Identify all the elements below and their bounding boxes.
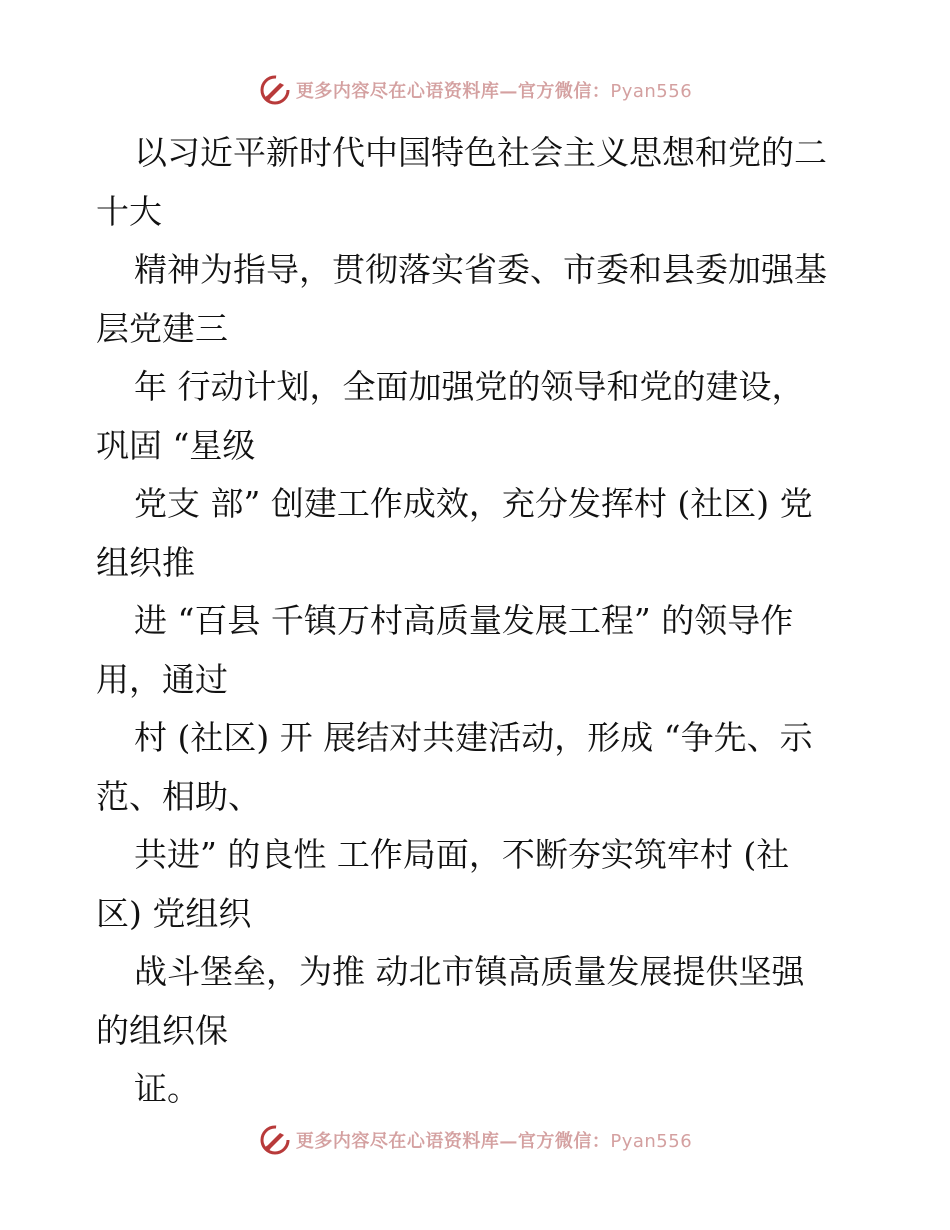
- header-watermark: [0, 70, 950, 110]
- text-line: 村 (社区) 开 展结对共建活动，形成 “争先、示: [134, 718, 813, 757]
- document-body: [96, 124, 866, 1119]
- text-line: 证。: [134, 1069, 200, 1108]
- text-line: 用，通过: [96, 659, 228, 699]
- text-line: 组织推: [96, 542, 195, 582]
- footer-watermark: [0, 1120, 950, 1160]
- text-line: 的组织保: [96, 1010, 228, 1050]
- text-line: 巩固 “星级: [96, 425, 256, 465]
- text-line: 范、相助、: [96, 776, 261, 816]
- text-line: 十大: [96, 191, 162, 231]
- text-line: 党支 部” 创建工作成效，充分发挥村 (社区) 党: [134, 484, 813, 523]
- watermark-wechat-id: Pyan556: [610, 1131, 693, 1152]
- text-line: 年 行动计划，全面加强党的领导和党的建设，: [134, 367, 805, 406]
- text-line: 共进” 的良性 工作局面，不断夯实筑牢村 (社: [134, 835, 790, 874]
- text-line: 区) 党组织: [96, 893, 252, 933]
- text-line: 精神为指导，贯彻落实省委、市委和县委加强基: [134, 250, 827, 289]
- brush-circle-icon: [258, 73, 292, 107]
- watermark-wechat-id: Pyan556: [610, 81, 693, 102]
- text-line: 进 “百县 千镇万村高质量发展工程” 的领导作: [134, 601, 794, 640]
- watermark-text: 更多内容尽在心语资料库—官方微信：Pyan556: [295, 1131, 693, 1152]
- text-line: 以习近平新时代中国特色社会主义思想和党的二: [134, 133, 827, 172]
- watermark-text: 更多内容尽在心语资料库—官方微信：Pyan556: [295, 81, 693, 102]
- text-line: 层党建三: [96, 308, 228, 348]
- brush-circle-icon: [258, 1123, 292, 1157]
- text-line: 战斗堡垒，为推 动北市镇高质量发展提供坚强: [134, 952, 805, 991]
